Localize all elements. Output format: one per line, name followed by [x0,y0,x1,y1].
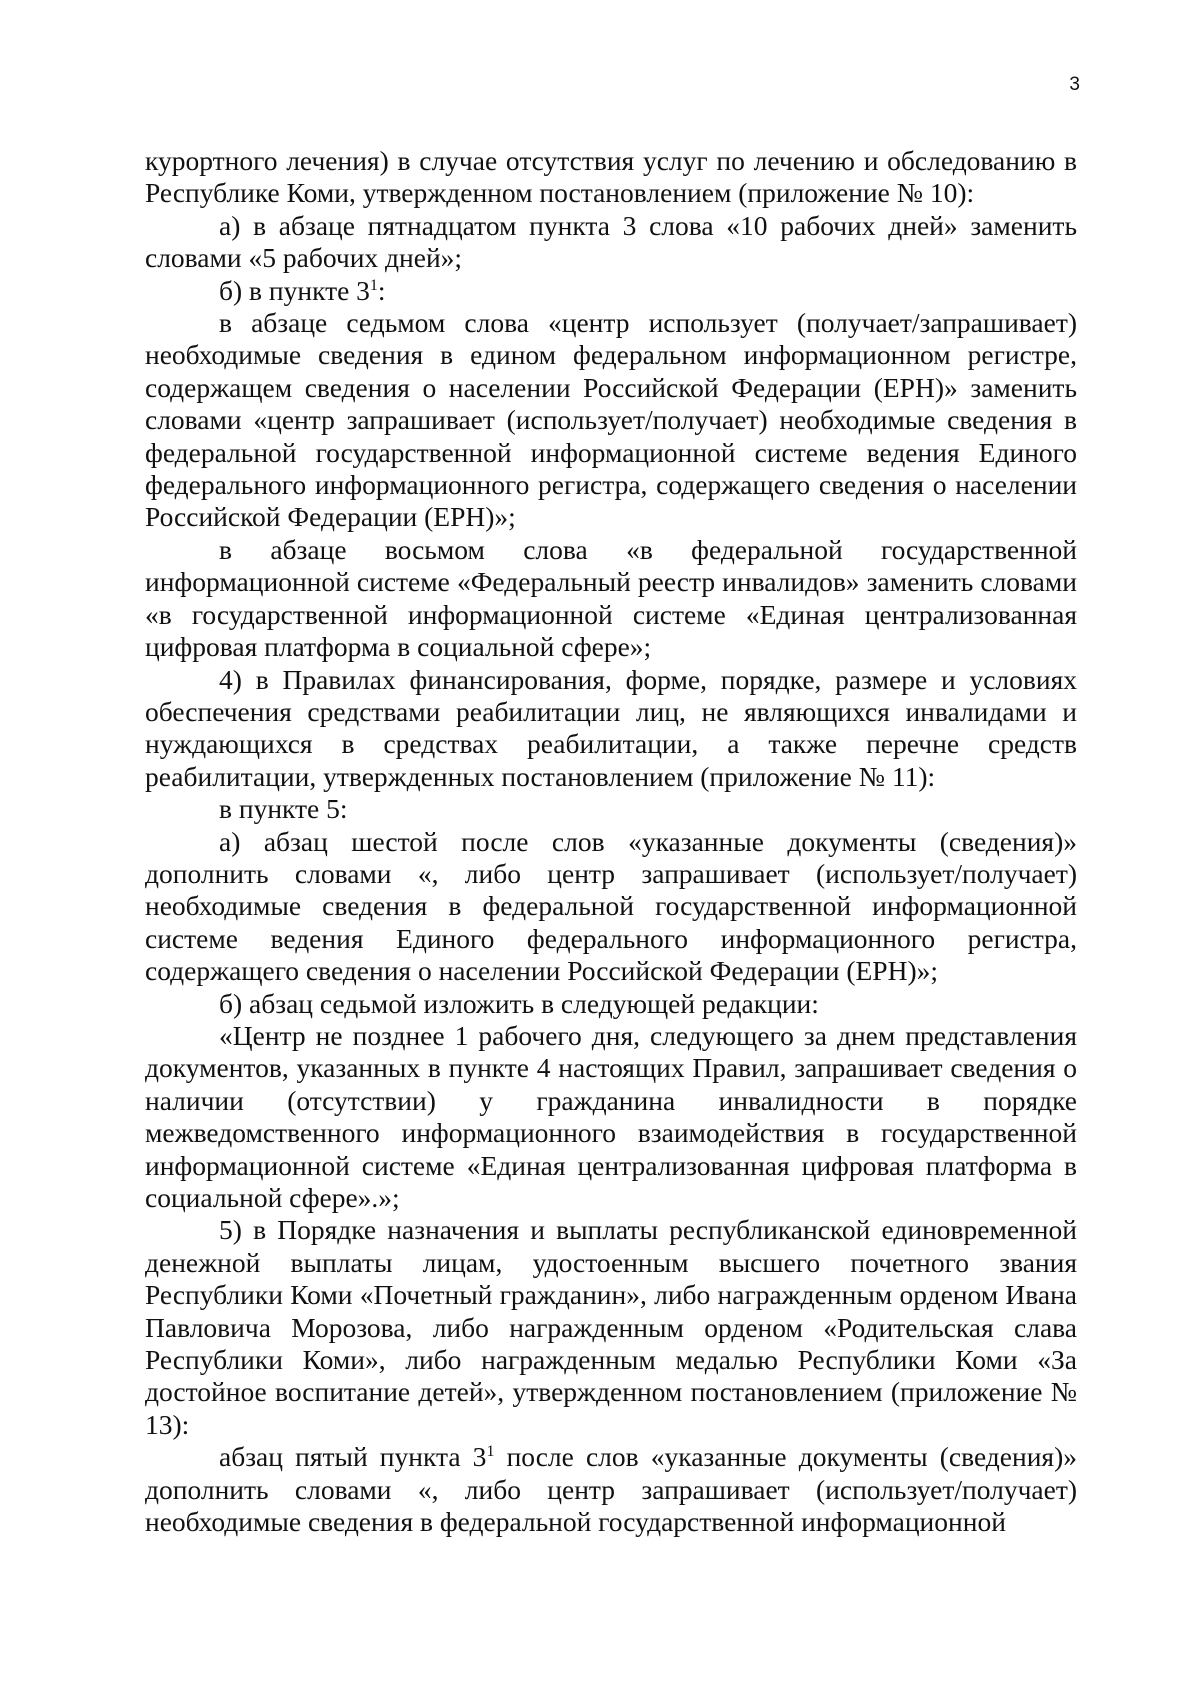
paragraph [145,826,1077,988]
paragraph [145,145,1077,210]
paragraph-text: а) в абзаце пятнадцатом пункта 3 слова «10 рабочих дней» заменить словами «5 рабочих дней»; [145,209,1077,274]
paragraph [145,307,1077,534]
superscript: 1 [369,276,378,294]
paragraph-text: «Центр не позднее 1 рабочего дня, следующего за днем представления документов, указанных в пункте 4 настоящих Правил, запрашивает сведения о наличии (отсутствии) у гражданина инвалидности в порядке межведомственного информационного взаимодействия в государственной информационной системе «Единая централизованная цифровая платформа в социальной сфере».»; [145,1019,1077,1213]
paragraph-text: б) в пункте 3 [219,274,370,306]
page-number: 3 [1069,74,1080,95]
paragraph-text: курортного лечения) в случае отсутствия услуг по лечению и обследованию в Республике Коми, утвержденном постановлением (приложение № 10): [145,145,1077,209]
paragraph-text: в абзаце седьмом слова «центр использует (получает/запрашивает) необходимые сведения в едином федеральном информационном регистре, содержащем сведения о населении Российской Федерации (ЕРН)» заменить словами «центр запрашивает (использует/получает) необходимые сведения в федеральной государственной информационной системе ведения Единого федерального информационного регистра, содержащего сведения о населении Российской Федерации (ЕРН)»; [145,307,1077,533]
paragraph-text: в абзаце восьмом слова «в федеральной государственной информационной системе «Федеральный реестр инвалидов» заменить словами «в государственной информационной системе «Единая централизованная цифровая платформа в социальной сфере»; [145,533,1077,663]
paragraph [145,793,1077,825]
paragraph [145,210,1077,275]
paragraph-text: в пункте 5: [219,793,348,825]
paragraph-text: 5) в Порядке назначения и выплаты республиканской единовременной денежной выплаты лицам, удостоенным высшего почетного звания Республики Коми «Почетный гражданин», либо награжденным орденом Ивана Павловича Морозова, либо награжденным орденом «Родительская слава Республики Коми», либо награжденным медалью Республики Коми «За достойное воспитание детей», утвержденном постановлением (приложение № 13): [145,1214,1077,1440]
paragraph [145,275,1077,307]
superscript: 1 [486,1443,495,1461]
paragraph [145,1441,1077,1538]
paragraph-text: 4) в Правилах финансирования, форме, порядке, размере и условиях обеспечения средствами реабилитации лиц, не являющихся инвалидами и нуждающихся в средствах реабилитации, а также перечне средств реабилитации, утвержденных постановлением (приложение № 11): [145,663,1077,792]
document-body [145,145,1077,1538]
paragraph-text: абзац пятый пункта 3 [219,1441,487,1473]
paragraph [145,1020,1077,1214]
paragraph-text: а) абзац шестой после слов «указанные документы (сведения)» дополнить словами «, либо центр запрашивает (использует/получает) необходимые сведения в федеральной государственной информационной системе ведения Единого федерального информационного регистра, содержащего сведения о населении Российской Федерации (ЕРН)»; [145,825,1077,987]
paragraph [145,1214,1077,1441]
paragraph-text: б) абзац седьмой изложить в следующей редакции: [219,987,819,1019]
paragraph [145,988,1077,1020]
paragraph [145,664,1077,794]
paragraph [145,534,1077,664]
paragraph-text: : [377,274,386,306]
paragraph-text: после слов «указанные документы (сведения)» дополнить словами «, либо центр запрашивает (использует/получает) необходимые сведения в федеральной государственной информационной [145,1441,1077,1538]
